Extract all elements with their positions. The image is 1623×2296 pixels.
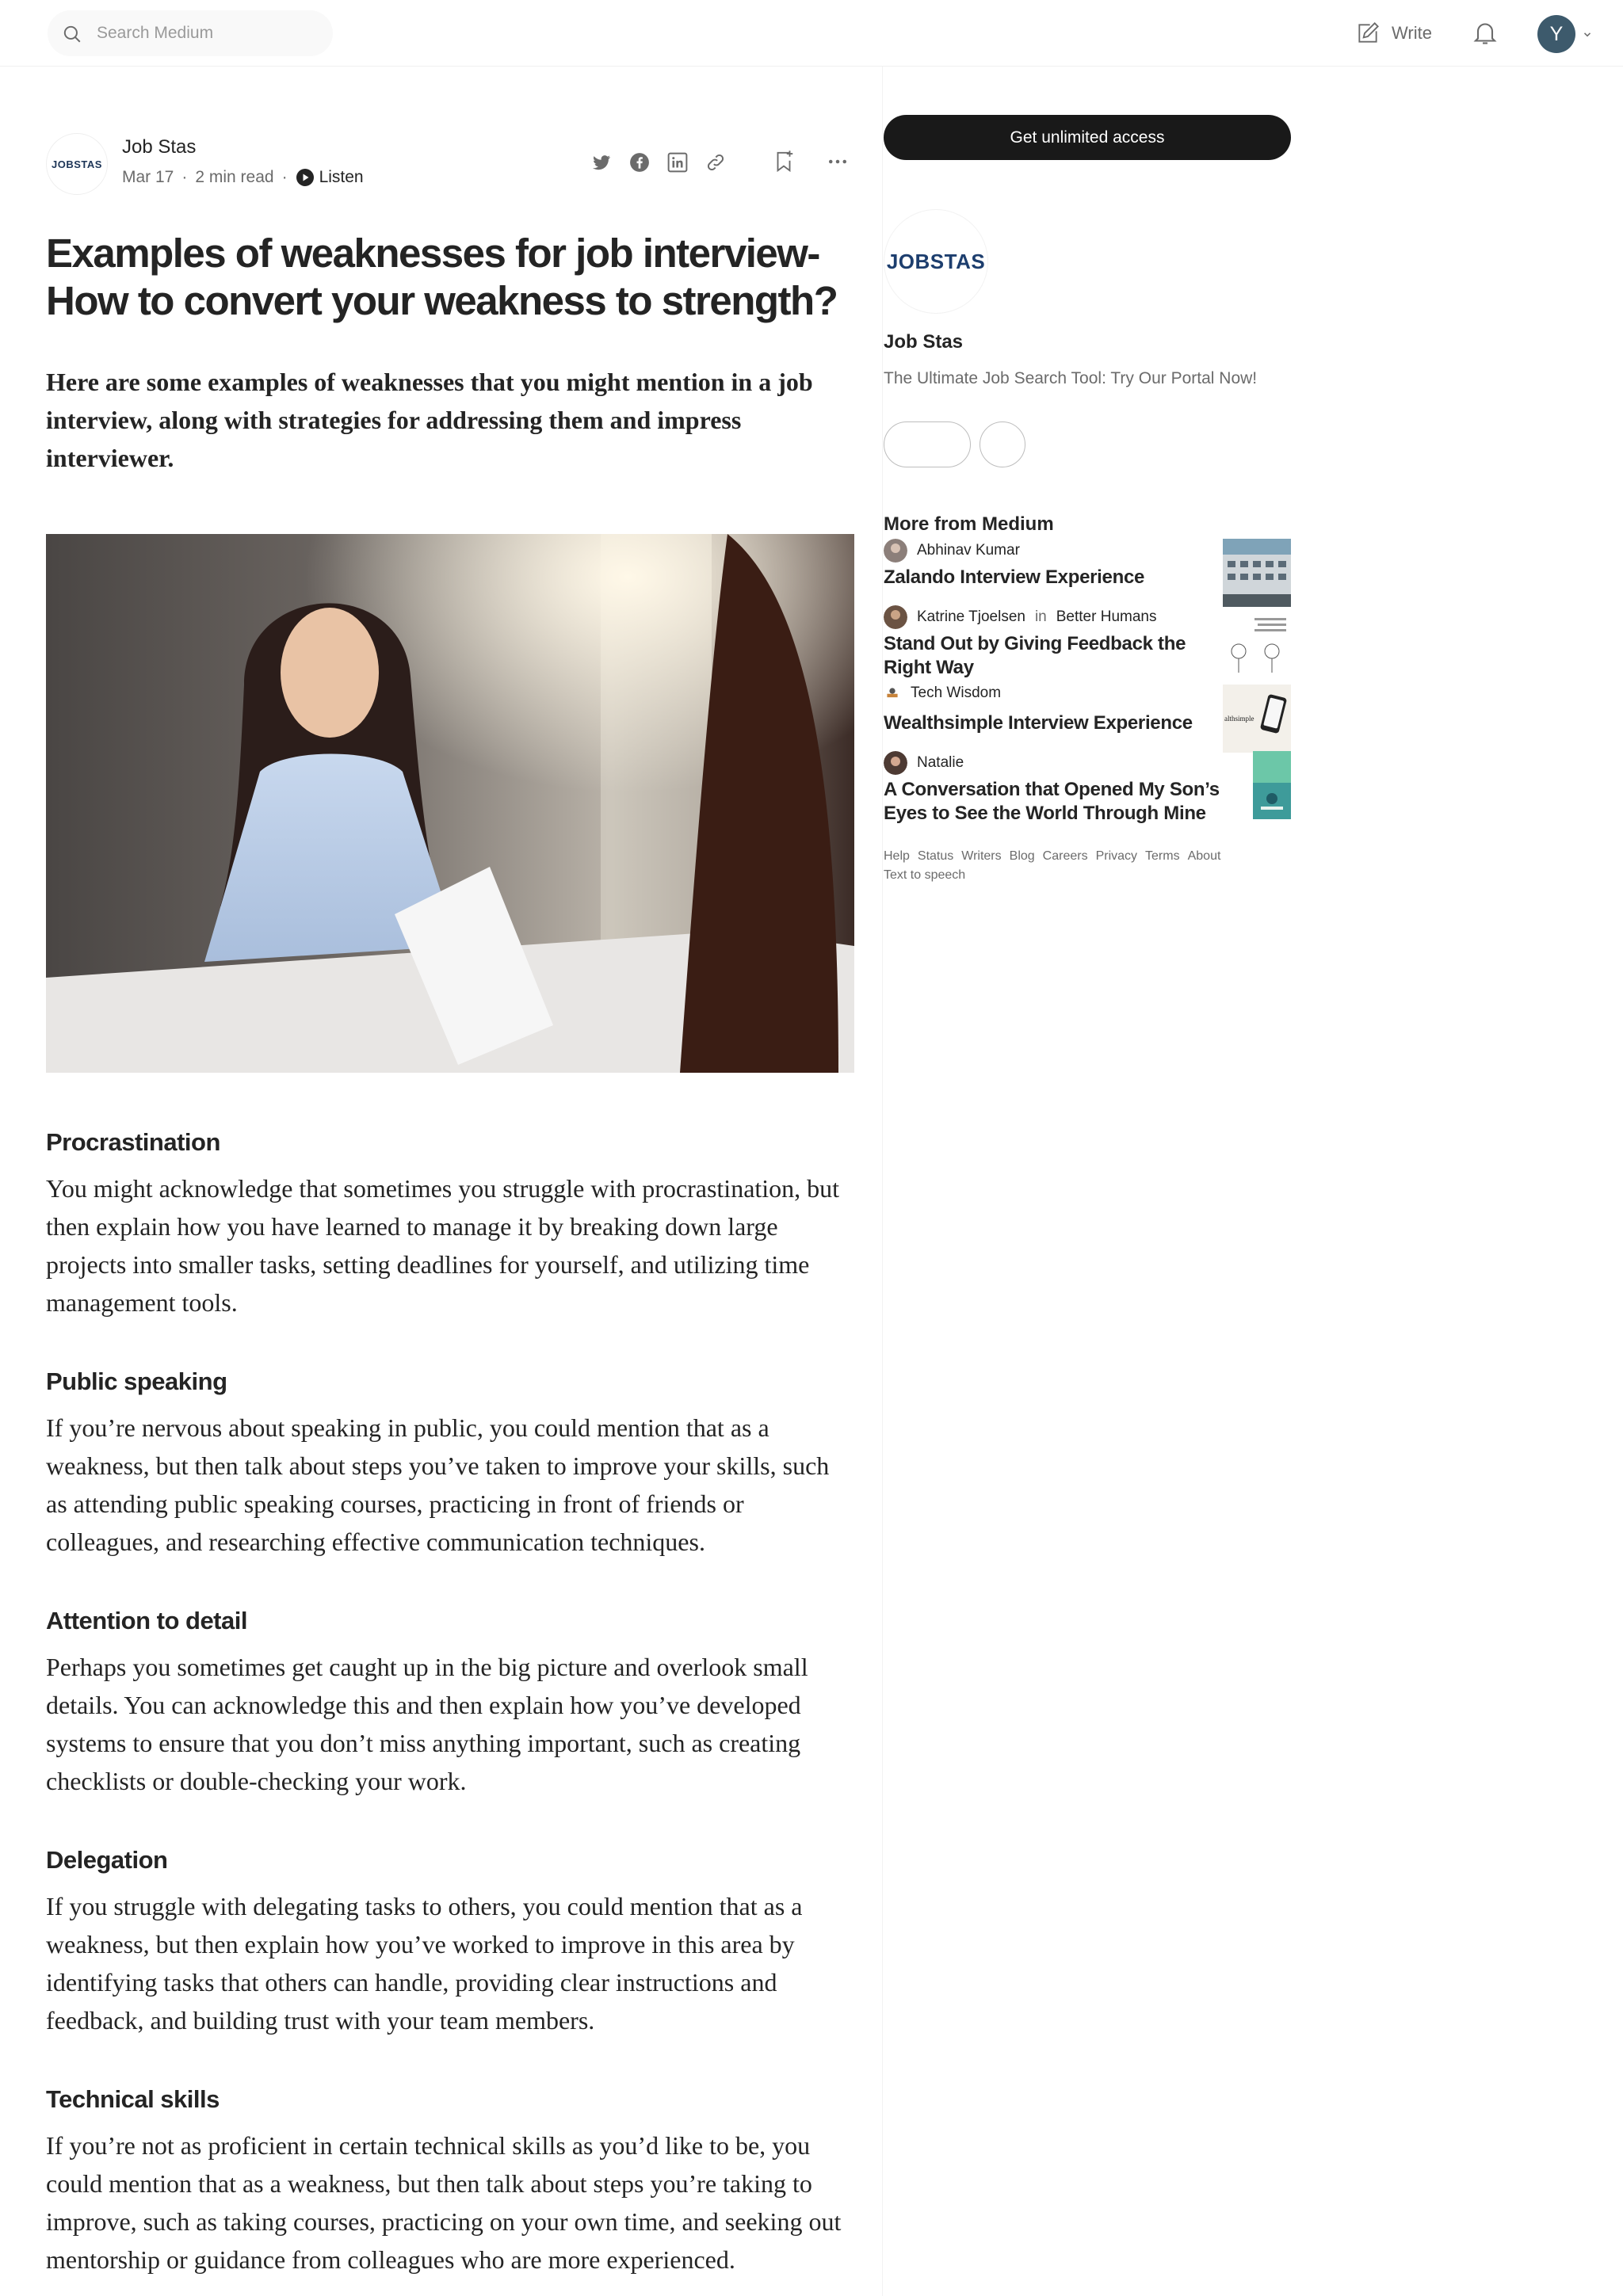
article-subtitle: Here are some examples of weaknesses that you might mention in a job interview, along with strategies for addressing them and impress interviewer. (46, 368, 813, 472)
footer-link-about[interactable]: About (1187, 849, 1221, 863)
listen-label: Listen (319, 168, 364, 186)
rec-title[interactable]: A Conversation that Opened My Son’s Eyes to See the World Through Mine (884, 779, 1220, 824)
footer-link-blog[interactable]: Blog (1009, 849, 1035, 863)
write-label: Write (1392, 23, 1432, 43)
publication-description: The Ultimate Job Search Tool: Try Our Portal Now! (884, 369, 1258, 387)
rec-author-name[interactable]: Katrine Tjoelsen (917, 608, 1025, 625)
rec-author-row (884, 685, 1001, 702)
section-heading: Delegation (46, 1846, 168, 1874)
author-logo-text: JOBSTAS (52, 158, 102, 170)
section-paragraph: If you struggle with delegating tasks to others, you could mention that as a weakness, but then explain how you’ve worked to improve in this area by identifying tasks that others can handle, providing clear instructions and feedback, and building trust with your team members. (46, 1892, 803, 2035)
section-paragraph: You might acknowledge that sometimes you struggle with procrastination, but then explain how you have learned to manage it by breaking down large projects into smaller tasks, setting deadlines for yourself, and utilizing time management tools. (46, 1174, 840, 1317)
write-button[interactable] (1355, 17, 1432, 49)
author-name[interactable]: Job Stas (122, 136, 197, 158)
share-icons (591, 152, 726, 173)
meta-separator: · (181, 168, 188, 186)
rec-thumbnail (1223, 539, 1291, 607)
author-logo[interactable] (46, 133, 108, 195)
footer-link-careers[interactable]: Careers (1042, 849, 1088, 863)
footer-link-help[interactable]: Help (884, 849, 910, 863)
article-title: Examples of weaknesses for job interview- How to convert your weakness to strength? (46, 231, 838, 323)
rec-thumbnail (1253, 751, 1291, 819)
rec-thumbnail (1223, 685, 1291, 753)
sidebar-divider (882, 67, 883, 2296)
article-meta (122, 168, 364, 187)
publication-logo-text: JOBSTAS (886, 249, 986, 273)
section-heading: Attention to detail (46, 1607, 247, 1634)
more-options-icon[interactable] (826, 149, 850, 174)
author-avatar (884, 685, 901, 702)
search-input[interactable] (97, 10, 319, 56)
user-menu-button[interactable] (1537, 14, 1593, 54)
section-heading: Technical skills (46, 2085, 220, 2113)
meta-separator: · (281, 168, 288, 186)
footer-link-terms[interactable]: Terms (1145, 849, 1180, 863)
publication-logo[interactable] (884, 209, 988, 314)
footer-links (884, 849, 1280, 883)
chevron-down-icon (1582, 29, 1593, 40)
more-from-medium-title: More from Medium (884, 513, 1054, 535)
rec-author-name[interactable]: Natalie (917, 754, 964, 771)
rec-author-row (884, 751, 964, 775)
recommended-story[interactable] (884, 539, 1291, 602)
search-icon (62, 24, 82, 44)
copy-link-icon[interactable] (705, 152, 726, 173)
get-unlimited-access-button[interactable]: Get unlimited access (884, 115, 1291, 160)
author-avatar (884, 605, 907, 629)
rec-author-row (884, 539, 1020, 563)
play-icon (296, 168, 315, 187)
bookmark-add-icon[interactable] (772, 149, 796, 174)
notifications-bell-icon[interactable] (1471, 17, 1499, 48)
publish-date: Mar 17 (122, 168, 174, 186)
section-paragraph: Perhaps you sometimes get caught up in the big picture and overlook small details. You can acknowledge this and then explain how you’ve developed systems to ensure that you don’t miss anything important, such as creating checklists or double-checking your work. (46, 1653, 808, 1795)
section-paragraph: If you’re nervous about speaking in public, you could mention that as a weakness, but then talk about steps you’ve taken to improve your skills, such as attending public speaking courses, practicing in front of friends or colleagues, and researching effective communication techniques. (46, 1413, 830, 1556)
author-row (46, 133, 854, 196)
article-hero-image (46, 534, 854, 1073)
footer-link-privacy[interactable]: Privacy (1095, 849, 1138, 863)
user-avatar: Y (1537, 15, 1575, 53)
recommended-story[interactable] (884, 605, 1291, 685)
recommended-story[interactable] (884, 685, 1291, 753)
rec-author-row (884, 605, 1156, 629)
rec-title[interactable]: Wealthsimple Interview Experience (884, 712, 1193, 734)
recommended-story[interactable] (884, 751, 1291, 830)
section-heading: Procrastination (46, 1128, 220, 1156)
footer-link-status[interactable]: Status (917, 849, 954, 863)
rec-in-label: in (1034, 608, 1047, 625)
rec-author-name[interactable]: Abhinav Kumar (917, 542, 1020, 559)
listen-button[interactable] (296, 168, 364, 187)
section-heading: Public speaking (46, 1367, 227, 1395)
rec-thumbnail (1223, 612, 1291, 680)
follow-button[interactable] (884, 421, 971, 467)
author-avatar (884, 539, 907, 563)
linkedin-icon[interactable] (667, 152, 688, 173)
facebook-icon[interactable] (629, 152, 650, 173)
write-icon (1355, 21, 1381, 46)
rec-title[interactable]: Zalando Interview Experience (884, 566, 1145, 588)
subscribe-email-button[interactable] (980, 421, 1025, 467)
rec-author-name[interactable]: Tech Wisdom (911, 685, 1002, 701)
rec-title[interactable]: Stand Out by Giving Feedback the Right Way (884, 633, 1186, 678)
top-nav (0, 0, 1623, 67)
author-avatar (884, 751, 907, 775)
rec-publication-name[interactable]: Better Humans (1056, 608, 1157, 625)
publication-name[interactable]: Job Stas (884, 331, 964, 353)
footer-link-writers[interactable]: Writers (961, 849, 1002, 863)
twitter-icon[interactable] (591, 152, 612, 173)
footer-link-text-to-speech[interactable]: Text to speech (884, 868, 966, 882)
svg-text:althsimple: althsimple (1224, 715, 1254, 723)
interview-photo (46, 534, 854, 1073)
read-time: 2 min read (195, 168, 274, 186)
search-box[interactable] (48, 10, 333, 56)
section-paragraph: If you’re not as proficient in certain technical skills as you’d like to be, you could mention that as a weakness, but then talk about steps you’re taking to improve, such as taking courses, practicing on your own time, and seeking out mentorship or guidance from colleagues who are more experienced. (46, 2131, 842, 2274)
